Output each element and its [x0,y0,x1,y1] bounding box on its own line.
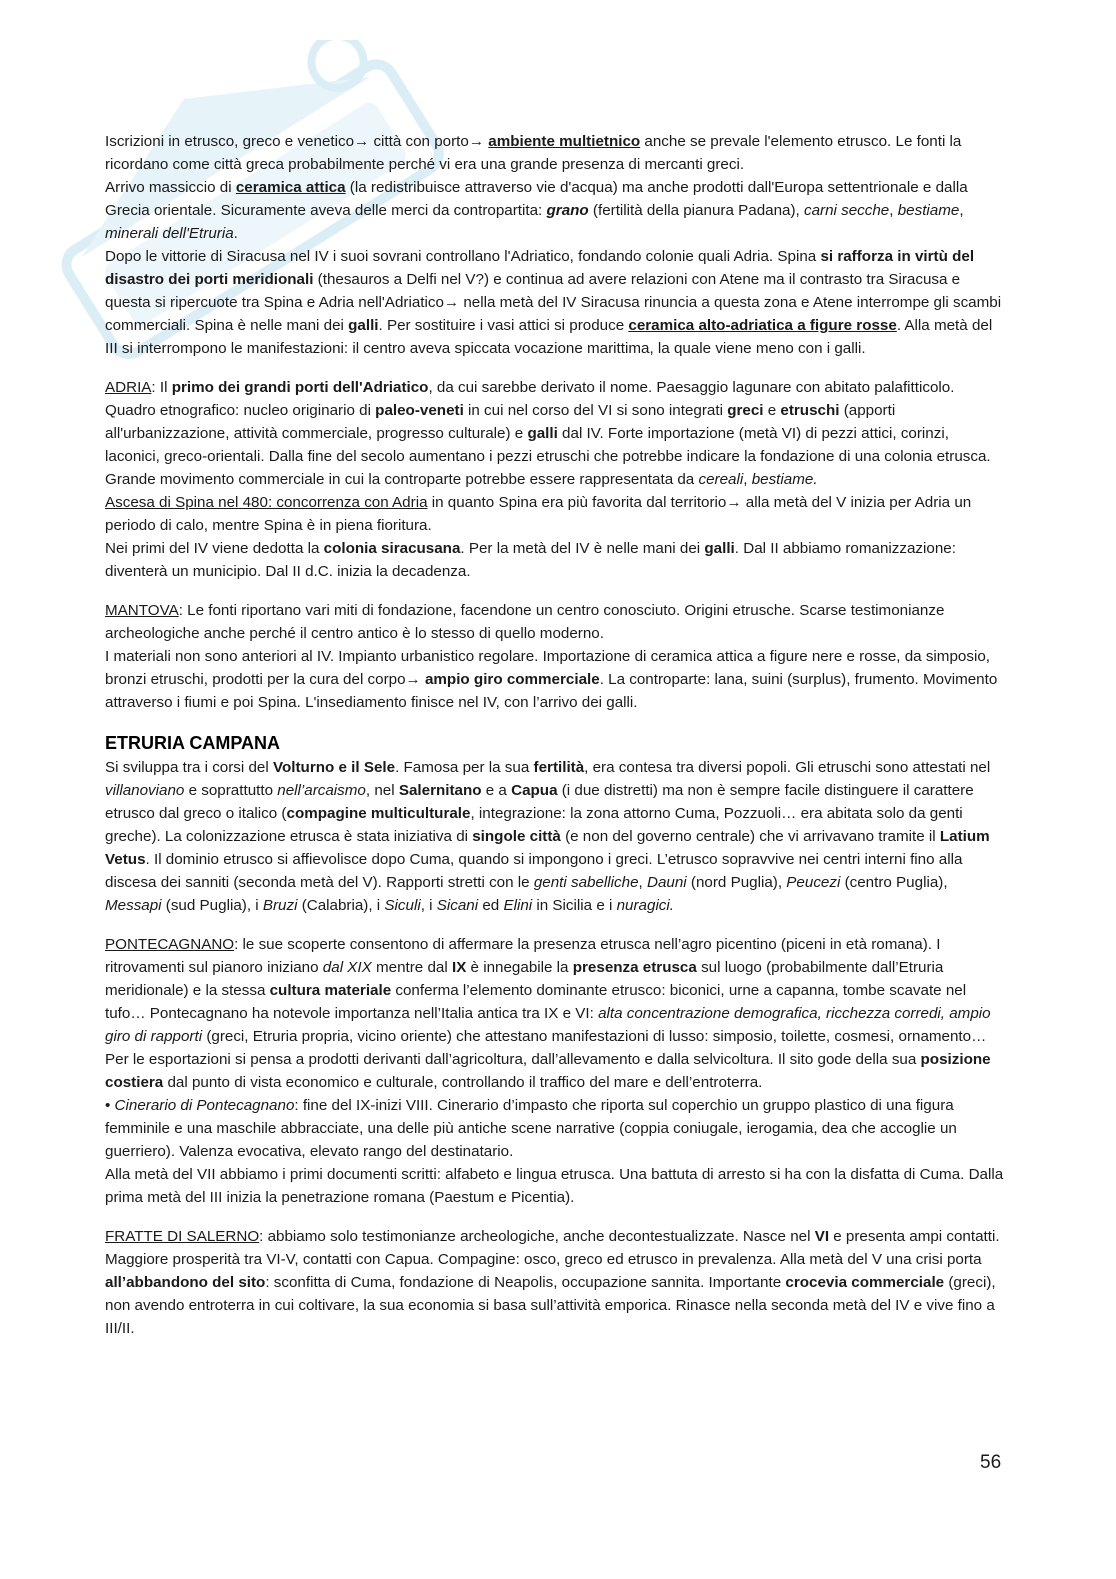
document-body [105,130,1005,1356]
bullet-marker: • [105,1097,115,1114]
heading-etruria-campana: ETRURIA CAMPANA [105,733,280,753]
paragraph-etruria-campana: Si sviluppa tra i corsi del Volturno e il Sele. Famosa per la sua fertilità, era contesa tra diversi popoli. Gli etruschi sono attestati nel villanoviano e soprattutto nell’arcaismo, nel Salernitano e a Capua (i due distretti) ma non è sempre facile distinguere il carattere etrusco dal greco o italico (compagine multiculturale, integrazione: la zona attorno Cuma, Pozzuoli… era abitata solo da genti greche). La colonizzazione etrusca è stata iniziativa di singole città (e non del governo centrale) che vi arrivavano tramite il Latium Vetus. Il dominio etrusco si affievolisce dopo Cuma, quando si impongono i greci. L’etrusco sopravvive nei centri interni fino alla discesa dei sanniti (seconda metà del V). Rapporti stretti con le genti sabelliche, Dauni (nord Puglia), Peucezi (centro Puglia), Messapi (sud Puglia), i Bruzi (Calabria), i Siculi, i Sicani ed Elini in Sicilia e i nuragici. [105,759,991,914]
paragraph-spina: Iscrizioni in etrusco, greco e venetico→ città con porto→ ambiente multietnico anche se prevale l'elemento etrusco. Le fonti la ricordano come città greca probabilmente perché vi era una grande presenza di mercanti greci. Arrivo massiccio di ceramica attica (la redistribuisce attraverso vie d'acqua) ma anche prodotti dall'Europa settentrionale e dalla Grecia orientale. Sicuramente aveva delle merci da contropartita: grano (fertilità della pianura Padana), carni secche, bestiame, minerali dell'Etruria. Dopo le vittorie di Siracusa nel IV i suoi sovrani controllano l'Adriatico, fondando colonie quali Adria. Spina si rafforza in virtù del disastro dei porti meridionali (thesauros a Delfi nel V?) e continua ad avere relazioni con Atene ma il contrasto tra Siracusa e questa si ripercuote tra Spina e Adria nell'Adriatico→ nella metà del IV Siracusa rinuncia a questa zona e Atene interrompe gli scambi commerciali. Spina è nelle mani dei galli. Per sostituire i vasi attici si produce ceramica alto-adriatica a figure rosse. Alla metà del III si interrompono le manifestazioni: il centro aveva spiccata vocazione marittima, la quale viene meno con i galli. [105,133,1002,357]
page-number: 56 [980,1452,1002,1473]
section-label-pontecagnano: PONTECAGNANO [105,936,235,953]
paragraph-mantova: MANTOVA: Le fonti riportano vari miti di fondazione, facendone un centro conosciuto. Origini etrusche. Scarse testimonianze archeologiche anche perché il centro antico è lo stesso di quello moderno. I materiali non sono anteriori al IV. Impianto urbanistico regolare. Importazione di ceramica attica a figure nere e rosse, da simposio, bronzi etruschi, prodotti per la cura del corpo→ ampio giro commerciale. La contropartе: lana, suini (surplus), frumento. Movimento attraverso i fiumi e poi Spina. L'insediamento finisce nel IV, con l’arrivo dei galli. [105,602,998,711]
section-label-mantova: MANTOVA [105,602,179,619]
section-label-fratte: FRATTE DI SALERNO [105,1228,260,1245]
paragraph-fratte: FRATTE DI SALERNO: abbiamo solo testimonianze archeologiche, anche decontestualizzate. Nasce nel VI e presenta ampi contatti. Maggiore prosperità tra VI-V, contatti con Capua. Compagine: osco, greco ed etrusco in prevalenza. Alla metà del V una crisi porta all’abbandono del sito: sconfitta di Cuma, fondazione di Neapolis, occupazione sannita. Importante crocevia commerciale (greci), non avendo entroterra in cui coltivare, la sua economia si basa sull’attività emporica. Rinasce nella seconda metà del IV e vive fino a III/II. [105,1228,1000,1337]
section-label-adria: ADRIA [105,379,152,396]
paragraph-pontecagnano: PONTECAGNANO: le sue scoperte consentono di affermare la presenza etrusca nell’agro picentino (piceni in età romana). I ritrovamenti sul pianoro iniziano dal XIX mentre dal IX è innegabile la presenza etrusca sul luogo (probabilmente dall’Etruria meridionale) e la stessa cultura materiale conferma l’elemento dominante etrusco: biconici, urne a capanna, tombe scavate nel tufo… Pontecagnano ha notevole importanza nell’Italia antica tra IX e VI: alta concentrazione demografica, ricchezza corredi, ampio giro di rapporti (greci, Etruria propria, vicino oriente) che attestano manifestazioni di lusso: simposio, toilette, cosmesi, ornamento… Per le esportazioni si pensa a prodotti derivanti dall’agricoltura, dall’allevamento e dalla selvicoltura. Il sito gode della sua posizione costiera dal punto di vista economico e culturale, controllando il traffico del mare e dell’entroterra. • Cinerario di Pontecagnano: fine del IX-inizi VIII. Cinerario d’impasto che riporta sul coperchio un gruppo plastico di una figura femminile e una maschile abbracciate, una delle più antiche scene narrative (coppia coniugale, ierogamia, dea che accoglie un guerriero). Valenza evocativa, elevato rango del destinatario. Alla metà del VII abbiamo i primi documenti scritti: alfabeto e lingua etrusca. Una battuta di arresto si ha con la disfatta di Cuma. Dalla prima metà del III inizia la penetrazione romana (Paestum e Picentia). [105,936,1004,1206]
paragraph-adria: ADRIA: Il primo dei grandi porti dell'Adriatico, da cui sarebbe derivato il nome. Paesaggio lagunare con abitato palafitticolo. Quadro etnografico: nucleo originario di paleo-veneti in cui nel corso del VI si sono integrati greci e etruschi (apporti all'urbanizzazione, attività commerciale, progresso culturale) e galli dal IV. Forte importazione (metà VI) di pezzi attici, corinzi, laconici, greco-orientali. Dalla fine del secolo aumentano i pezzi etruschi che potrebbe indicare la fondazione di una colonia etrusca. Grande movimento commerciale in cui la contropartе potrebbe essere rappresentata da cereali, bestiame. Ascesa di Spina nel 480: concorrenza con Adria in quanto Spina era più favorita dal territorio→ alla metà del V inizia per Adria un periodo di calo, mentre Spina è in piena fioritura. Nei primi del IV viene dedotta la colonia siracusana. Per la metà del IV è nelle mani dei galli. Dal II abbiamo romanizzazione: diventerà un municipio. Dal II d.C. inizia la decadenza. [105,379,991,580]
